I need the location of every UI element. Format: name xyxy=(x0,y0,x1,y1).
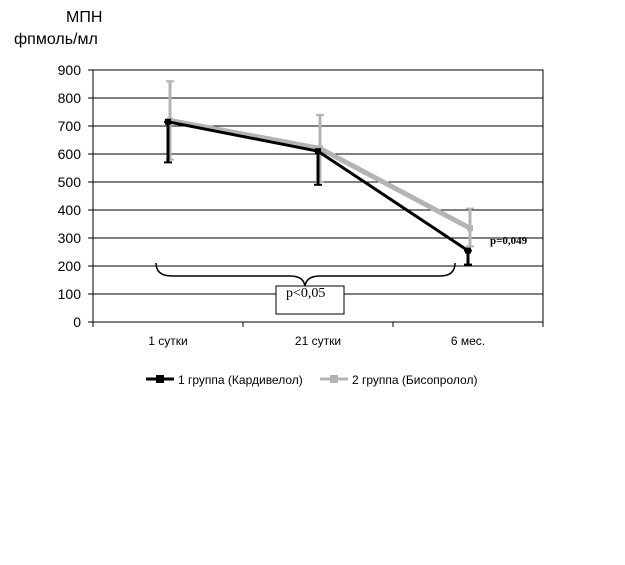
y-tick-label: 300 xyxy=(57,230,81,246)
legend xyxy=(146,373,477,387)
plot-area xyxy=(93,70,543,322)
data-point-series-1 xyxy=(465,248,471,254)
y-tick-label: 400 xyxy=(57,202,81,218)
error-bars xyxy=(164,81,474,264)
y-tick-label: 900 xyxy=(57,62,81,78)
y-tick-label: 0 xyxy=(73,314,81,330)
data-point-series-2 xyxy=(467,225,473,231)
y-tick-label: 700 xyxy=(57,118,81,134)
x-tick-label: 6 мес. xyxy=(450,334,486,348)
legend-marker-series-2 xyxy=(330,375,338,383)
x-tick-label: 21 сутки xyxy=(294,334,342,348)
grid xyxy=(93,98,543,294)
y-axis xyxy=(58,62,93,330)
x-axis xyxy=(93,322,543,348)
y-tick-label: 600 xyxy=(57,146,81,162)
legend-label-series-1: 1 группа (Кардивелол) xyxy=(178,373,303,387)
y-axis-label-line2: фпмоль/мл xyxy=(14,31,98,48)
significance-bracket xyxy=(156,263,455,288)
y-tick-label: 500 xyxy=(57,174,81,190)
legend-marker-series-1 xyxy=(156,375,164,383)
data-point-series-1 xyxy=(315,148,321,154)
series-line-1 xyxy=(168,122,468,251)
x-tick-label: 1 сутки xyxy=(148,334,188,348)
legend-label-series-2: 2 группа (Бисопролол) xyxy=(352,373,478,387)
y-axis-label-line1: МПН xyxy=(66,9,103,26)
y-tick-label: 200 xyxy=(57,258,81,274)
y-tick-label: 800 xyxy=(57,90,81,106)
y-tick-label: 100 xyxy=(57,286,81,302)
data-point-series-1 xyxy=(165,119,171,125)
p-value-point-label: p=0,049 xyxy=(490,235,528,247)
p-value-bracket-label: p<0,05 xyxy=(286,286,326,301)
